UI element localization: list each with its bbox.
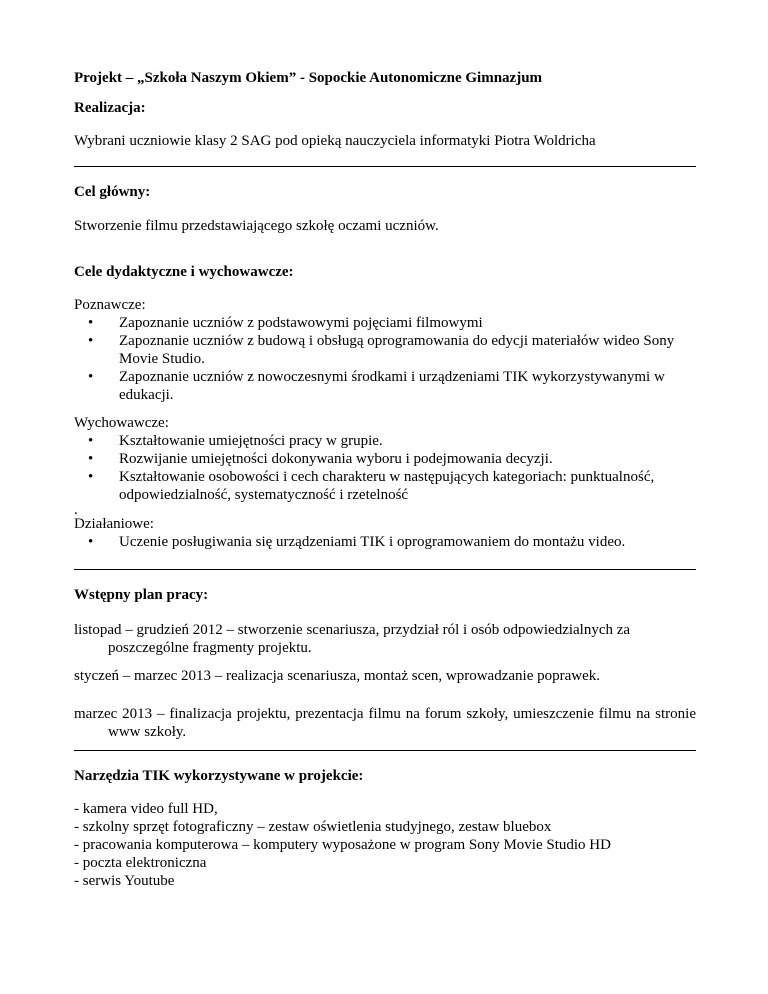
realizacja-text: Wybrani uczniowie klasy 2 SAG pod opieką nauczyciela informatyki Piotra Woldricha (74, 133, 596, 149)
tool-item: - pracowania komputerowa – komputery wyposażone w program Sony Movie Studio HD (74, 837, 611, 853)
stray-period: . (74, 502, 78, 518)
plan-item: marzec 2013 – finalizacja projektu, prezentacja filmu na forum szkoły, umieszczenie filmu na stronie www szkoły. (74, 706, 696, 740)
cel-glowny-text: Stworzenie filmu przedstawiającego szkołę oczami uczniów. (74, 218, 439, 234)
plan-item: styczeń – marzec 2013 – realizacja scenariusza, montaż scen, wprowadzanie poprawek. (74, 668, 600, 684)
plan-item: listopad – grudzień 2012 – stworzenie scenariusza, przydział ról i osób odpowiedzialnych za poszczególne fragmenty projektu. (74, 622, 631, 656)
poznawcze-label: Poznawcze: (74, 297, 146, 313)
divider (74, 750, 696, 751)
wychowawcze-label: Wychowawcze: (74, 415, 169, 431)
cele-heading: Cele dydaktyczne i wychowawcze: (74, 264, 294, 280)
bullet: • (88, 433, 94, 449)
tool-item: - kamera video full HD, (74, 801, 218, 817)
bullet: • (88, 534, 94, 550)
divider (74, 166, 696, 167)
divider (74, 569, 696, 570)
narzedzia-heading: Narzędzia TIK wykorzystywane w projekcie: (74, 768, 364, 784)
plan-heading: Wstępny plan pracy: (74, 587, 209, 603)
tool-item: - poczta elektroniczna (74, 855, 207, 871)
realizacja-heading: Realizacja: (74, 100, 146, 116)
bullet: • (88, 469, 94, 485)
bullet: • (88, 315, 94, 331)
tool-item: - serwis Youtube (74, 873, 175, 889)
document-title: Projekt – „Szkoła Naszym Okiem” - Sopockie Autonomiczne Gimnazjum (74, 70, 543, 86)
bullet: • (88, 333, 94, 349)
tool-item: - szkolny sprzęt fotograficzny – zestaw oświetlenia studyjnego, zestaw bluebox (74, 819, 552, 835)
dzialaniowe-label: Działaniowe: (74, 516, 154, 532)
cel-glowny-heading: Cel główny: (74, 184, 151, 200)
bullet: • (88, 369, 94, 385)
bullet: • (88, 451, 94, 467)
